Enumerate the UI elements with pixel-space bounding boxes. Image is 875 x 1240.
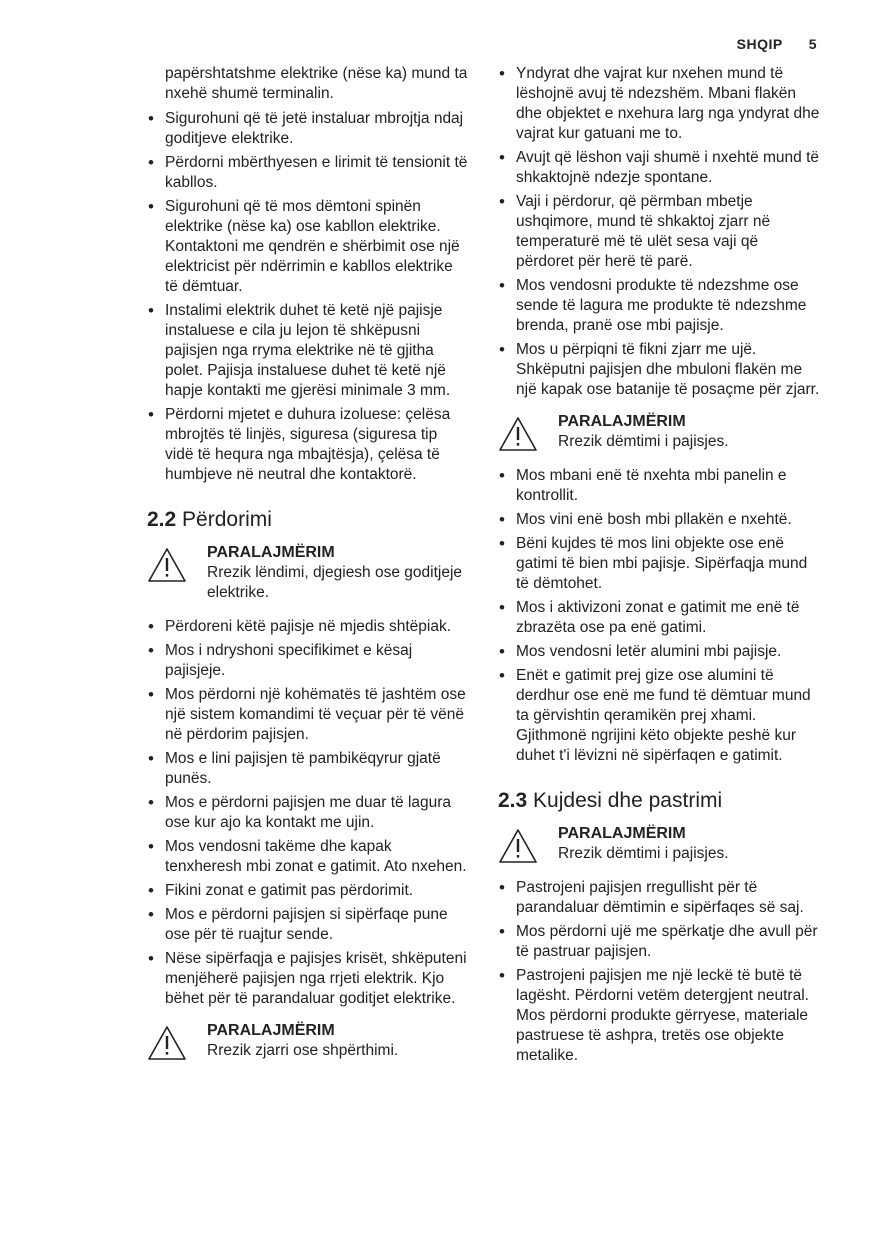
list-item: • Mos e lini pajisjen të pambikëqyrur gjatë punës. [147, 749, 469, 789]
warning-box [498, 412, 820, 452]
list-item: • Mos e përdorni pajisjen si sipërfaqe pune ose për të ruajtur sende. [147, 905, 469, 945]
bullet-list [498, 64, 820, 400]
warning-text: Rrezik dëmtimi i pajisjes. [558, 845, 729, 862]
list-item: • Përdorni mjetet e duhura izoluese: çelësa mbrojtës të linjës, siguresa (siguresa tip vidë të hequra nga mbajtësja), çelësa të humbjeve në neutral dhe kontaktorë. [147, 405, 469, 485]
warning-text: Rrezik lëndimi, djegiesh ose goditjeje elektrike. [207, 564, 463, 601]
list-item: • Pastrojeni pajisjen me një leckë të butë të lagësht. Përdorni vetëm detergjent neutral. Mos përdorni produkte gërryese, materiale pastruese të ashpra, tretës ose objekte metalike. [498, 966, 820, 1066]
list-item: • Pastrojeni pajisjen rregullisht për të parandaluar dëmtimin e sipërfaqes së saj. [498, 878, 820, 918]
bullet-list [147, 617, 469, 1009]
list-item: • Mos e përdorni pajisjen me duar të lagura ose kur ajo ka kontakt me ujin. [147, 793, 469, 833]
list-item: • Instalimi elektrik duhet të ketë një pajisje instaluese e cila ju lejon të shkëpusni pajisjen nga rryma elektrike në të gjitha polet. Pajisja instaluese duhet të ketë një hapje kontakti me gjerësi minimale 3 mm. [147, 301, 469, 401]
list-item: • Mos u përpiqni të fikni zjarr me ujë. Shkëputni pajisjen dhe mbuloni flakën me një kapak ose batanije të posaçme për zjarr. [498, 340, 820, 400]
list-item: • Mos i aktivizoni zonat e gatimit me enë të zbrazëta ose pa enë gatimi. [498, 598, 820, 638]
list-item: • Mos vendosni takëme dhe kapak tenxheresh mbi zonat e gatimit. Ato nxehen. [147, 837, 469, 877]
list-item: • Mos përdorni ujë me spërkatje dhe avull për të pastruar pajisjen. [498, 922, 820, 962]
list-item: • Përdorni mbërthyesen e lirimit të tensionit të kabllos. [147, 153, 469, 193]
list-item: • Mos i ndryshoni specifikimet e kësaj pajisjeje. [147, 641, 469, 681]
list-item: • Avujt që lëshon vaji shumë i nxehtë mund të shkaktojnë ndezje spontane. [498, 148, 820, 188]
bullet-list [147, 109, 469, 485]
section-number: 2.2 [147, 508, 177, 531]
section-title: Përdorimi [182, 508, 272, 531]
warning-text: Rrezik zjarri ose shpërthimi. [207, 1042, 399, 1059]
warning-title: PARALAJMËRIM [558, 413, 686, 430]
section-number: 2.3 [498, 789, 528, 812]
page-header [737, 36, 817, 52]
list-item: • Yndyrat dhe vajrat kur nxehen mund të lëshojnë avuj të ndezshëm. Mbani flakën dhe objektet e nxehura larg nga yndyrat dhe vajrat kur gatuani me to. [498, 64, 820, 144]
list-item: • Përdoreni këtë pajisje në mjedis shtëpiak. [147, 617, 469, 637]
list-item: • Mos vendosni produkte të ndezshme ose sende të lagura me produkte të ndezshme brenda, pranë ose mbi pajisje. [498, 276, 820, 336]
warning-triangle-icon [147, 547, 187, 583]
list-item: • Sigurohuni që të jetë instaluar mbrojtja ndaj goditjeve elektrike. [147, 109, 469, 149]
left-column [147, 64, 469, 1075]
warning-triangle-icon [147, 1025, 187, 1061]
page-number: 5 [808, 36, 817, 52]
warning-triangle-icon [498, 828, 538, 864]
right-column [498, 64, 820, 1070]
warning-box [147, 1021, 469, 1061]
warning-box [147, 543, 469, 603]
warning-text: Rrezik dëmtimi i pajisjes. [558, 433, 729, 450]
list-item: • Bëni kujdes të mos lini objekte ose enë gatimi të bien mbi pajisje. Sipërfaqja mund të dëmtohet. [498, 534, 820, 594]
list-item: • Mos vini enë bosh mbi pllakën e nxehtë. [498, 510, 820, 530]
bullet-list [498, 878, 820, 1066]
warning-title: PARALAJMËRIM [207, 1022, 335, 1039]
list-item: • Sigurohuni që të mos dëmtoni spinën elektrike (nëse ka) ose kabllon elektrike. Kontaktoni me qendrën e shërbimit ose një elektricist për ndërrimin e kabllos elektrike të dëmtuar. [147, 197, 469, 297]
bullet-list [498, 466, 820, 766]
list-item: • Vaji i përdorur, që përmban mbetje ushqimore, mund të shkaktoj zjarr në temperaturë më të ulët sesa vaji që përdoret për herë të parë. [498, 192, 820, 272]
warning-triangle-icon [498, 416, 538, 452]
warning-box [498, 824, 820, 864]
list-item: • Fikini zonat e gatimit pas përdorimit. [147, 881, 469, 901]
language-label: SHQIP [736, 36, 783, 52]
warning-title: PARALAJMËRIM [207, 544, 335, 561]
continued-text: papërshtatshme elektrike (nëse ka) mund ta nxehë shumë terminalin. [165, 65, 468, 102]
section-heading [498, 788, 820, 814]
section-heading [147, 507, 469, 533]
list-item: • Mos vendosni letër alumini mbi pajisje. [498, 642, 820, 662]
section-title: Kujdesi dhe pastrimi [533, 789, 723, 812]
list-item: • Mos përdorni një kohëmatës të jashtëm ose një sistem komandimi të veçuar për të vënë në përdorim pajisjen. [147, 685, 469, 745]
list-item: • Enët e gatimit prej gize ose alumini të derdhur ose enë me fund të dëmtuar mund ta gërvishtin qeramikën prej xhami. Gjithmonë ngrijini këto objekte peshë kur duhet t'i lëvizni në sipërfaqen e gatimit. [498, 666, 820, 766]
warning-title: PARALAJMËRIM [558, 825, 686, 842]
list-item: • Nëse sipërfaqja e pajisjes krisët, shkëputeni menjëherë pajisjen nga rrjeti elektrik. Kjo bëhet për të parandaluar goditjet elektrike. [147, 949, 469, 1009]
list-item: • Mos mbani enë të nxehta mbi panelin e kontrollit. [498, 466, 820, 506]
